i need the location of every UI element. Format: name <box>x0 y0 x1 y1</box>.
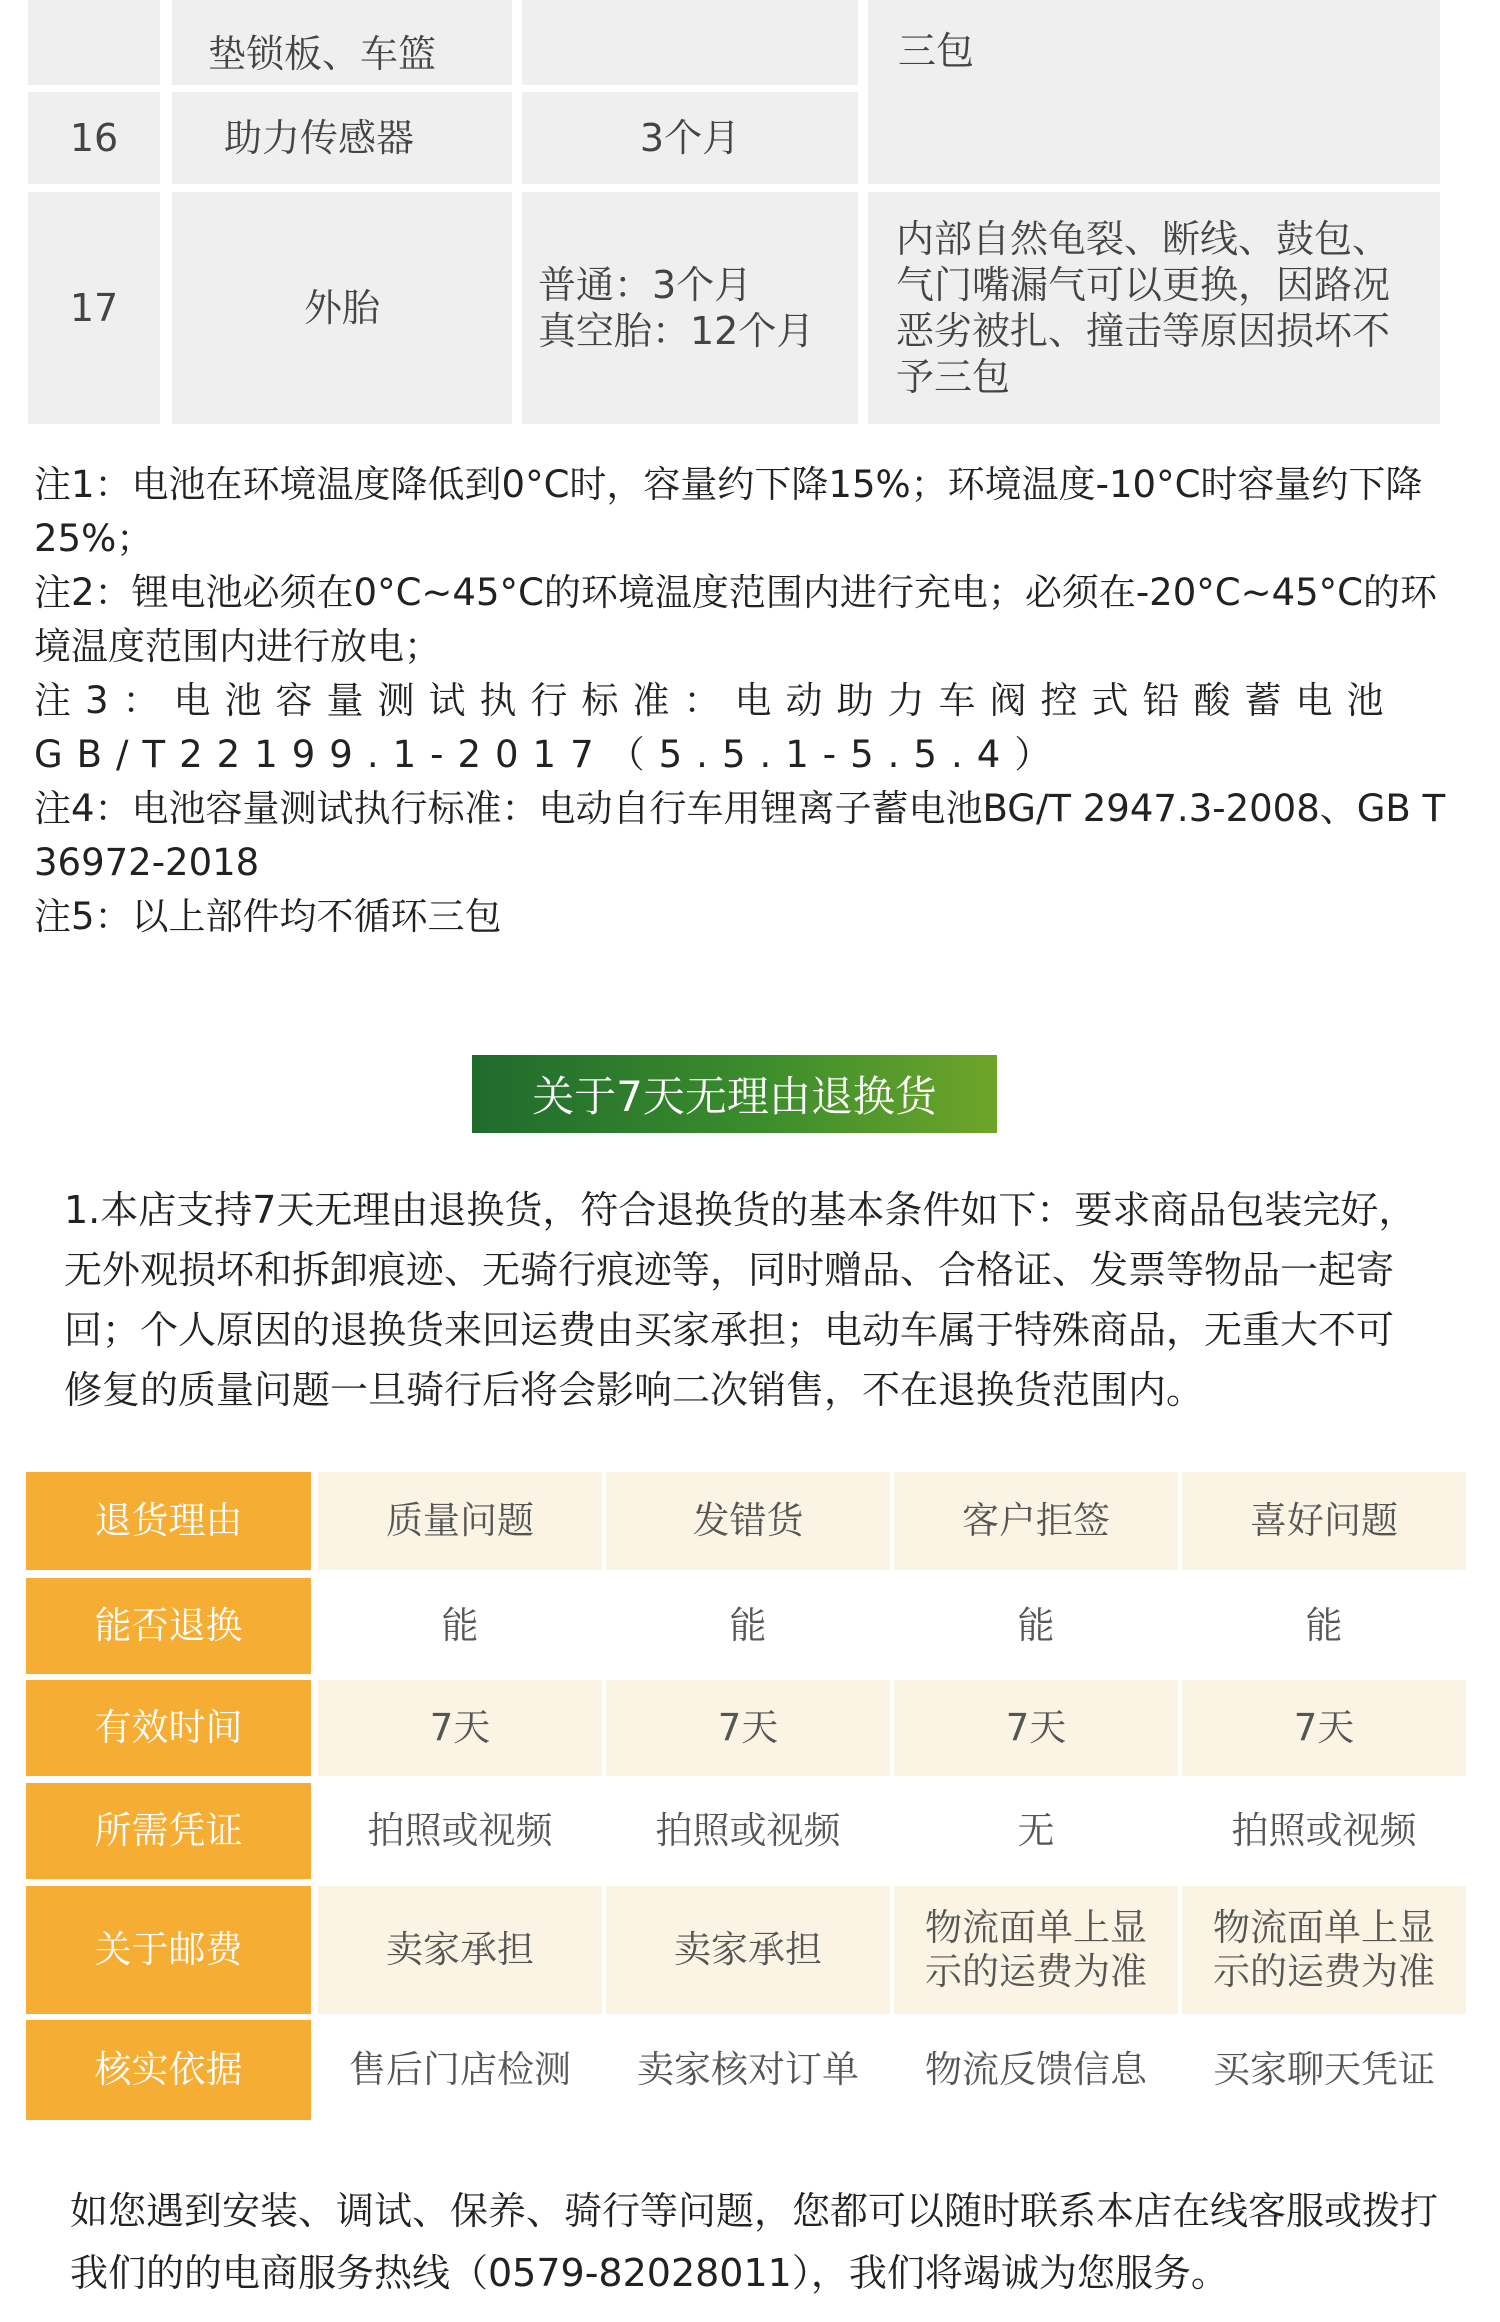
table-cell: 物流反馈信息 <box>894 2020 1178 2120</box>
table-header-cell: 质量问题 <box>318 1472 602 1570</box>
table-cell: 7天 <box>606 1680 890 1776</box>
table-cell: 7天 <box>894 1680 1178 1776</box>
note-4: 注4：电池容量测试执行标准：电动自行车用锂离子蓄电池BG/T 2947.3-2008、GB T 36972-2018 <box>34 787 1446 884</box>
row-label: 有效时间 <box>26 1680 311 1776</box>
table-cell: 无 <box>894 1783 1178 1879</box>
table-cell <box>1182 1886 1466 2014</box>
table-cell: 卖家核对订单 <box>606 2020 890 2120</box>
table-cell <box>28 0 160 85</box>
table-cell: 买家聊天凭证 <box>1182 2020 1466 2120</box>
table-cell: 7天 <box>318 1680 602 1776</box>
table-cell: 能 <box>1182 1578 1466 1674</box>
table-cell <box>172 0 512 85</box>
part-name: 垫锁板、车篮 <box>208 32 437 76</box>
cell-text-line: 示的运费为准 <box>1213 1950 1435 1993</box>
intro-text: 1.本店支持7天无理由退换货，符合退换货的基本条件如下：要求商品包装完好，无外观损坏和拆卸痕迹、无骑行痕迹等，同时赠品、合格证、发票等物品一起寄回；个人原因的退换货来回运费由买家承担；电动车属于特殊商品，无重大不可修复的质量问题一旦骑行后将会影响二次销售，不在退换货范围内。 <box>64 1188 1417 1412</box>
table-cell <box>868 0 1440 184</box>
table-cell: 拍照或视频 <box>318 1783 602 1879</box>
contact-text: 如您遇到安装、调试、保养、骑行等问题，您都可以随时联系本店在线客服或拨打我们的的电商服务热线（0579-82028011），我们将竭诚为您服务。 <box>70 2189 1439 2295</box>
note-2: 注2：锂电池必须在0°C~45°C的环境温度范围内进行充电；必须在-20°C~45°C的环境温度范围内进行放电； <box>34 571 1438 668</box>
row-label: 所需凭证 <box>26 1783 311 1879</box>
table-header-cell: 客户拒签 <box>894 1472 1178 1570</box>
table-cell: 能 <box>318 1578 602 1674</box>
note-line: 内部自然龟裂、断线、鼓包、 <box>896 217 1391 261</box>
service-contact <box>70 2180 1450 2304</box>
cell-text-line: 示的运费为准 <box>925 1950 1147 1993</box>
table-cell: 拍照或视频 <box>606 1783 890 1879</box>
note-line: 气门嘴漏气可以更换，因路况 <box>896 263 1391 307</box>
note-3: 注3：电池容量测试执行标准：电动助力车阀控式铅酸蓄电池GB/T22199.1-2017（5.5.1-5.5.4） <box>34 679 1398 776</box>
table-cell <box>868 192 1440 424</box>
table-cell: 能 <box>894 1578 1178 1674</box>
notes-block <box>34 458 1464 944</box>
cell-text-line: 物流面单上显 <box>1213 1906 1435 1949</box>
table-cell: 售后门店检测 <box>318 2020 602 2120</box>
part-name: 外胎 <box>303 286 380 330</box>
table-cell <box>522 0 858 85</box>
table-header-label: 退货理由 <box>26 1472 311 1570</box>
row-label: 能否退换 <box>26 1578 311 1674</box>
table-cell <box>28 92 160 184</box>
table-cell <box>172 92 512 184</box>
table-cell: 能 <box>606 1578 890 1674</box>
table-header-cell: 喜好问题 <box>1182 1472 1466 1570</box>
table-cell: 拍照或视频 <box>1182 1783 1466 1879</box>
table-cell: 卖家承担 <box>318 1886 602 2014</box>
note-text: 三包 <box>898 29 975 73</box>
note-line: 予三包 <box>896 355 1011 399</box>
warranty-period-line: 真空胎：12个月 <box>538 309 815 353</box>
table-cell <box>28 192 160 424</box>
row-number: 16 <box>69 116 119 160</box>
table-cell <box>894 1886 1178 2014</box>
cell-text-line: 物流面单上显 <box>925 1906 1147 1949</box>
table-cell <box>522 192 858 424</box>
note-5: 注5：以上部件均不循环三包 <box>34 895 502 938</box>
row-number: 17 <box>69 286 119 330</box>
row-label: 关于邮费 <box>26 1886 311 2014</box>
warranty-table <box>0 0 1500 440</box>
note-1: 注1：电池在环境温度降低到0°C时，容量约下降15%；环境温度-10°C时容量约下降25%； <box>34 463 1423 560</box>
section-title: 关于7天无理由退换货 <box>472 1055 997 1133</box>
table-header-cell: 发错货 <box>606 1472 890 1570</box>
table-cell: 7天 <box>1182 1680 1466 1776</box>
table-cell <box>172 192 512 424</box>
row-label: 核实依据 <box>26 2020 311 2120</box>
warranty-period: 3个月 <box>639 116 741 160</box>
part-name: 助力传感器 <box>224 116 415 160</box>
table-cell <box>522 92 858 184</box>
table-cell: 卖家承担 <box>606 1886 890 2014</box>
note-line: 恶劣被扎、撞击等原因损坏不 <box>896 309 1391 353</box>
warranty-period-line: 普通：3个月 <box>538 263 753 307</box>
return-policy-intro <box>64 1180 1424 1420</box>
